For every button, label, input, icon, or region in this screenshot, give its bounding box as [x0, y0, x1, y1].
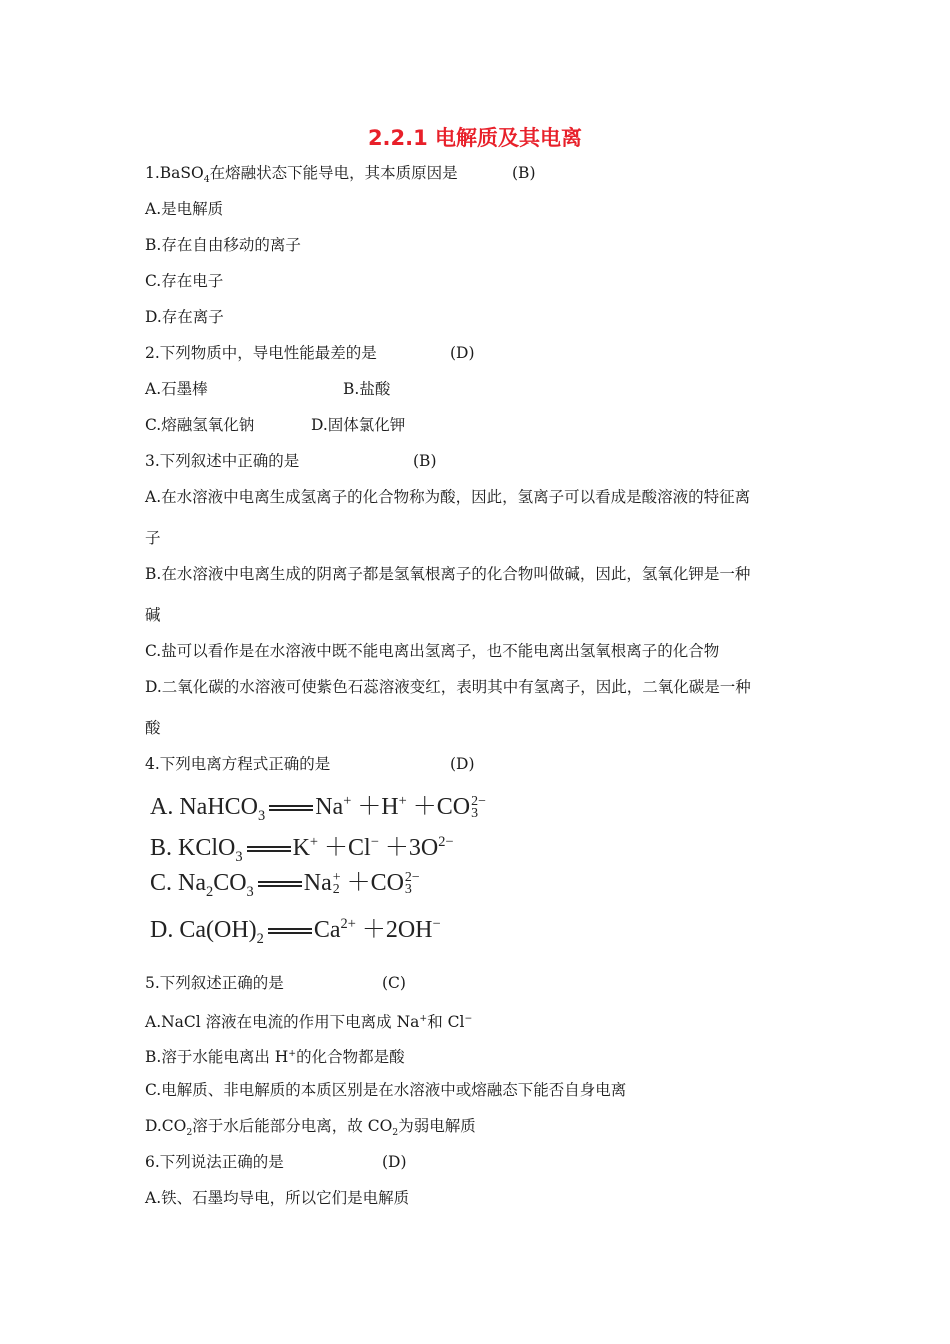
question-3-option-c: C.盐可以看作是在水溶液中既不能电离出氢离子，也不能电离出氢氧根离子的化合物 [145, 642, 720, 660]
question-1-option-a: A.是电解质 [145, 200, 224, 218]
page-title: 2.2.1 电解质及其电离 [367, 126, 583, 150]
question-2-stem: 2.下列物质中，导电性能最差的是 [145, 344, 377, 362]
question-3-option-d-line1: D.二氧化碳的水溶液可使紫色石蕊溶液变红，表明其中有氢离子，因此，二氧化碳是一种 [145, 678, 751, 696]
question-2-answer: (D) [450, 344, 475, 362]
question-2-option-b: B.盐酸 [343, 380, 391, 398]
question-3-option-b-line2: 碱 [145, 606, 161, 624]
question-2-option-d: D.固体氯化钾 [311, 416, 406, 434]
equals-arrow [258, 881, 302, 887]
equation-d: D. $Ca(OH)_2$ $Ca^{2+} +2OH^-$ [150, 916, 441, 947]
question-3-option-a-line1: A.在水溶液中电离生成氢离子的化合物称为酸，因此，氢离子可以看成是酸溶液的特征离 [145, 488, 751, 506]
equals-arrow [247, 846, 291, 852]
question-3-answer: (B) [413, 452, 437, 470]
question-6-stem: 6.下列说法正确的是 [145, 1153, 284, 1171]
question-1-stem: 1.BaSO$_4$在熔融状态下能导电，其本质原因是 [145, 164, 458, 186]
question-6-option-a: A.铁、石墨均导电，所以它们是电解质 [145, 1189, 410, 1207]
question-2-option-a: A.石墨棒 [145, 380, 208, 398]
question-2-option-c: C.熔融氢氧化钠 [145, 416, 255, 434]
question-1-option-c: C.存在电子 [145, 272, 224, 290]
equation-a: A. NaHCO$_3$ Na+ ＋H+ ＋CO 2− 3 [150, 793, 486, 824]
question-1-option-b: B.存在自由移动的离子 [145, 236, 301, 254]
question-6-answer: (D) [382, 1153, 407, 1171]
question-5-answer: (C) [382, 974, 406, 992]
question-3-option-d-line2: 酸 [145, 719, 161, 737]
question-4-answer: (D) [450, 755, 475, 773]
question-5-option-b: B.溶于水能电离出 H+的化合物都是酸 [145, 1048, 405, 1067]
equals-arrow [269, 805, 313, 811]
question-5-option-a: A.NaCl 溶液在电流的作用下电离成 Na+和 Cl− [145, 1013, 473, 1032]
question-4-stem: 4.下列电离方程式正确的是 [145, 755, 331, 773]
question-1-option-d: D.存在离子 [145, 308, 224, 326]
question-3-option-b-line1: B.在水溶液中电离生成的阴离子都是氢氧根离子的化合物叫做碱，因此，氢氧化钾是一种 [145, 565, 751, 583]
question-3-stem: 3.下列叙述中正确的是 [145, 452, 300, 470]
question-3-option-a-line2: 子 [145, 529, 161, 547]
question-5-option-d: $D.CO_2$溶于水后能部分电离，故 $CO_2$为弱电解质 [145, 1117, 476, 1139]
equation-b: B. KClO$_3$ $K^+ +Cl^- +3O^{2-}$ [150, 834, 454, 865]
question-1-answer: (B) [512, 164, 536, 182]
equals-arrow [268, 928, 312, 934]
question-5-stem: 5.下列叙述正确的是 [145, 974, 284, 992]
question-5-option-c: C.电解质、非电解质的本质区别是在水溶液中或熔融态下能否自身电离 [145, 1081, 627, 1099]
equation-c: C. $Na_2CO_3$ Na + 2 ＋CO 2− 3 [150, 869, 420, 900]
